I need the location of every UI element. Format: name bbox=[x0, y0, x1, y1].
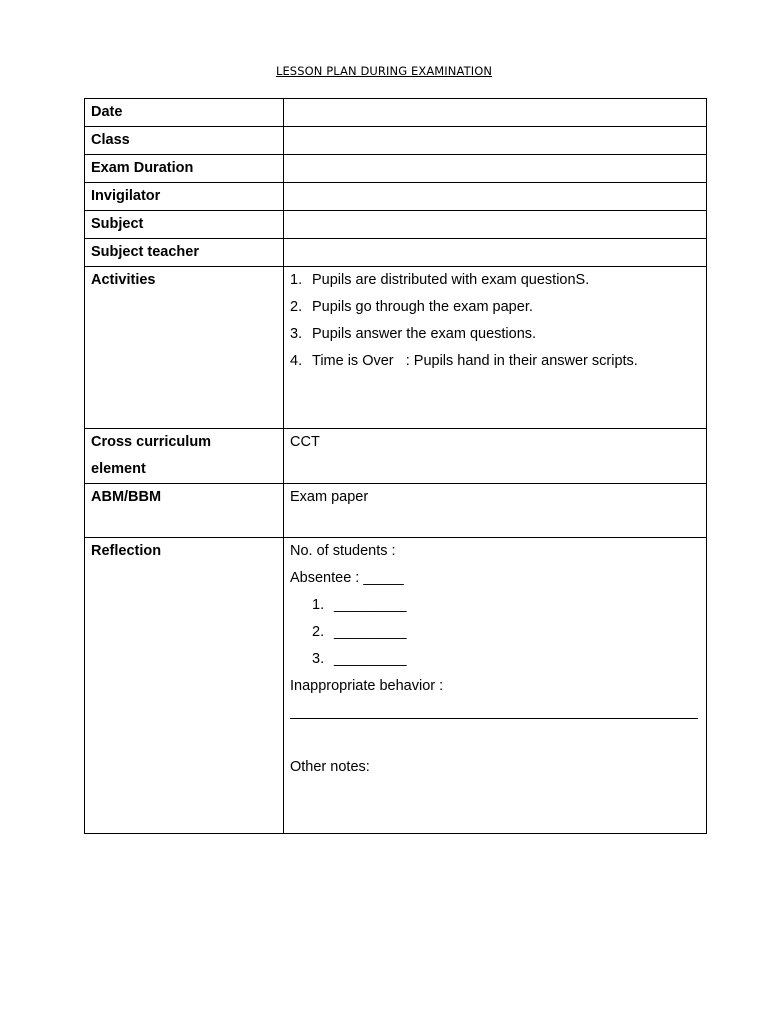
other-notes-line: Other notes: bbox=[290, 759, 370, 775]
exam-duration-value bbox=[284, 155, 707, 183]
exam-duration-label: Exam Duration bbox=[85, 155, 284, 183]
date-label: Date bbox=[85, 99, 284, 127]
activities-value bbox=[284, 267, 707, 429]
reflection-value bbox=[284, 538, 707, 834]
reflection-label: Reflection bbox=[85, 538, 284, 834]
subject-label: Subject bbox=[85, 211, 284, 239]
table-row-abm-bbm bbox=[85, 484, 707, 538]
list-item: 3. _________ bbox=[312, 651, 407, 667]
document-title: LESSON PLAN DURING EXAMINATION bbox=[275, 64, 493, 78]
behavior-answer-line bbox=[290, 700, 700, 727]
list-item: 1. _________ bbox=[312, 597, 407, 613]
table-row-reflection bbox=[85, 538, 707, 834]
invigilator-label: Invigilator bbox=[85, 183, 284, 211]
table-row-date bbox=[85, 99, 707, 127]
class-value bbox=[284, 127, 707, 155]
subject-teacher-value bbox=[284, 239, 707, 267]
table-row-class bbox=[85, 127, 707, 155]
activities-label: Activities bbox=[85, 267, 284, 429]
date-value bbox=[284, 99, 707, 127]
table-row-invigilator bbox=[85, 183, 707, 211]
absentee-line: Absentee : _____ bbox=[290, 570, 404, 586]
behavior-line: Inappropriate behavior : bbox=[290, 678, 444, 694]
abm-bbm-value: Exam paper bbox=[284, 484, 707, 538]
table-row-cross-curriculum bbox=[85, 429, 707, 484]
table-row-activities bbox=[85, 267, 707, 429]
list-item: 2. _________ bbox=[312, 624, 407, 640]
invigilator-value bbox=[284, 183, 707, 211]
list-item: 4. Time is Over : Pupils hand in their answer scripts. bbox=[290, 353, 638, 369]
subject-value bbox=[284, 211, 707, 239]
table-row-subject bbox=[85, 211, 707, 239]
cross-curriculum-label: Cross curriculum element bbox=[85, 429, 284, 484]
list-item: 3. Pupils answer the exam questions. bbox=[290, 326, 537, 342]
subject-teacher-label: Subject teacher bbox=[85, 239, 284, 267]
table-row-exam-duration bbox=[85, 155, 707, 183]
cross-curriculum-value: CCT bbox=[284, 429, 707, 484]
list-item: 1. Pupils are distributed with exam questionS. bbox=[290, 272, 590, 288]
students-count-line: No. of students : bbox=[290, 543, 396, 559]
table-row-subject-teacher bbox=[85, 239, 707, 267]
class-label: Class bbox=[85, 127, 284, 155]
activities-list bbox=[290, 267, 700, 375]
abm-bbm-label: ABM/BBM bbox=[85, 484, 284, 538]
list-item: 2. Pupils go through the exam paper. bbox=[290, 299, 533, 315]
lesson-plan-table bbox=[84, 98, 707, 834]
